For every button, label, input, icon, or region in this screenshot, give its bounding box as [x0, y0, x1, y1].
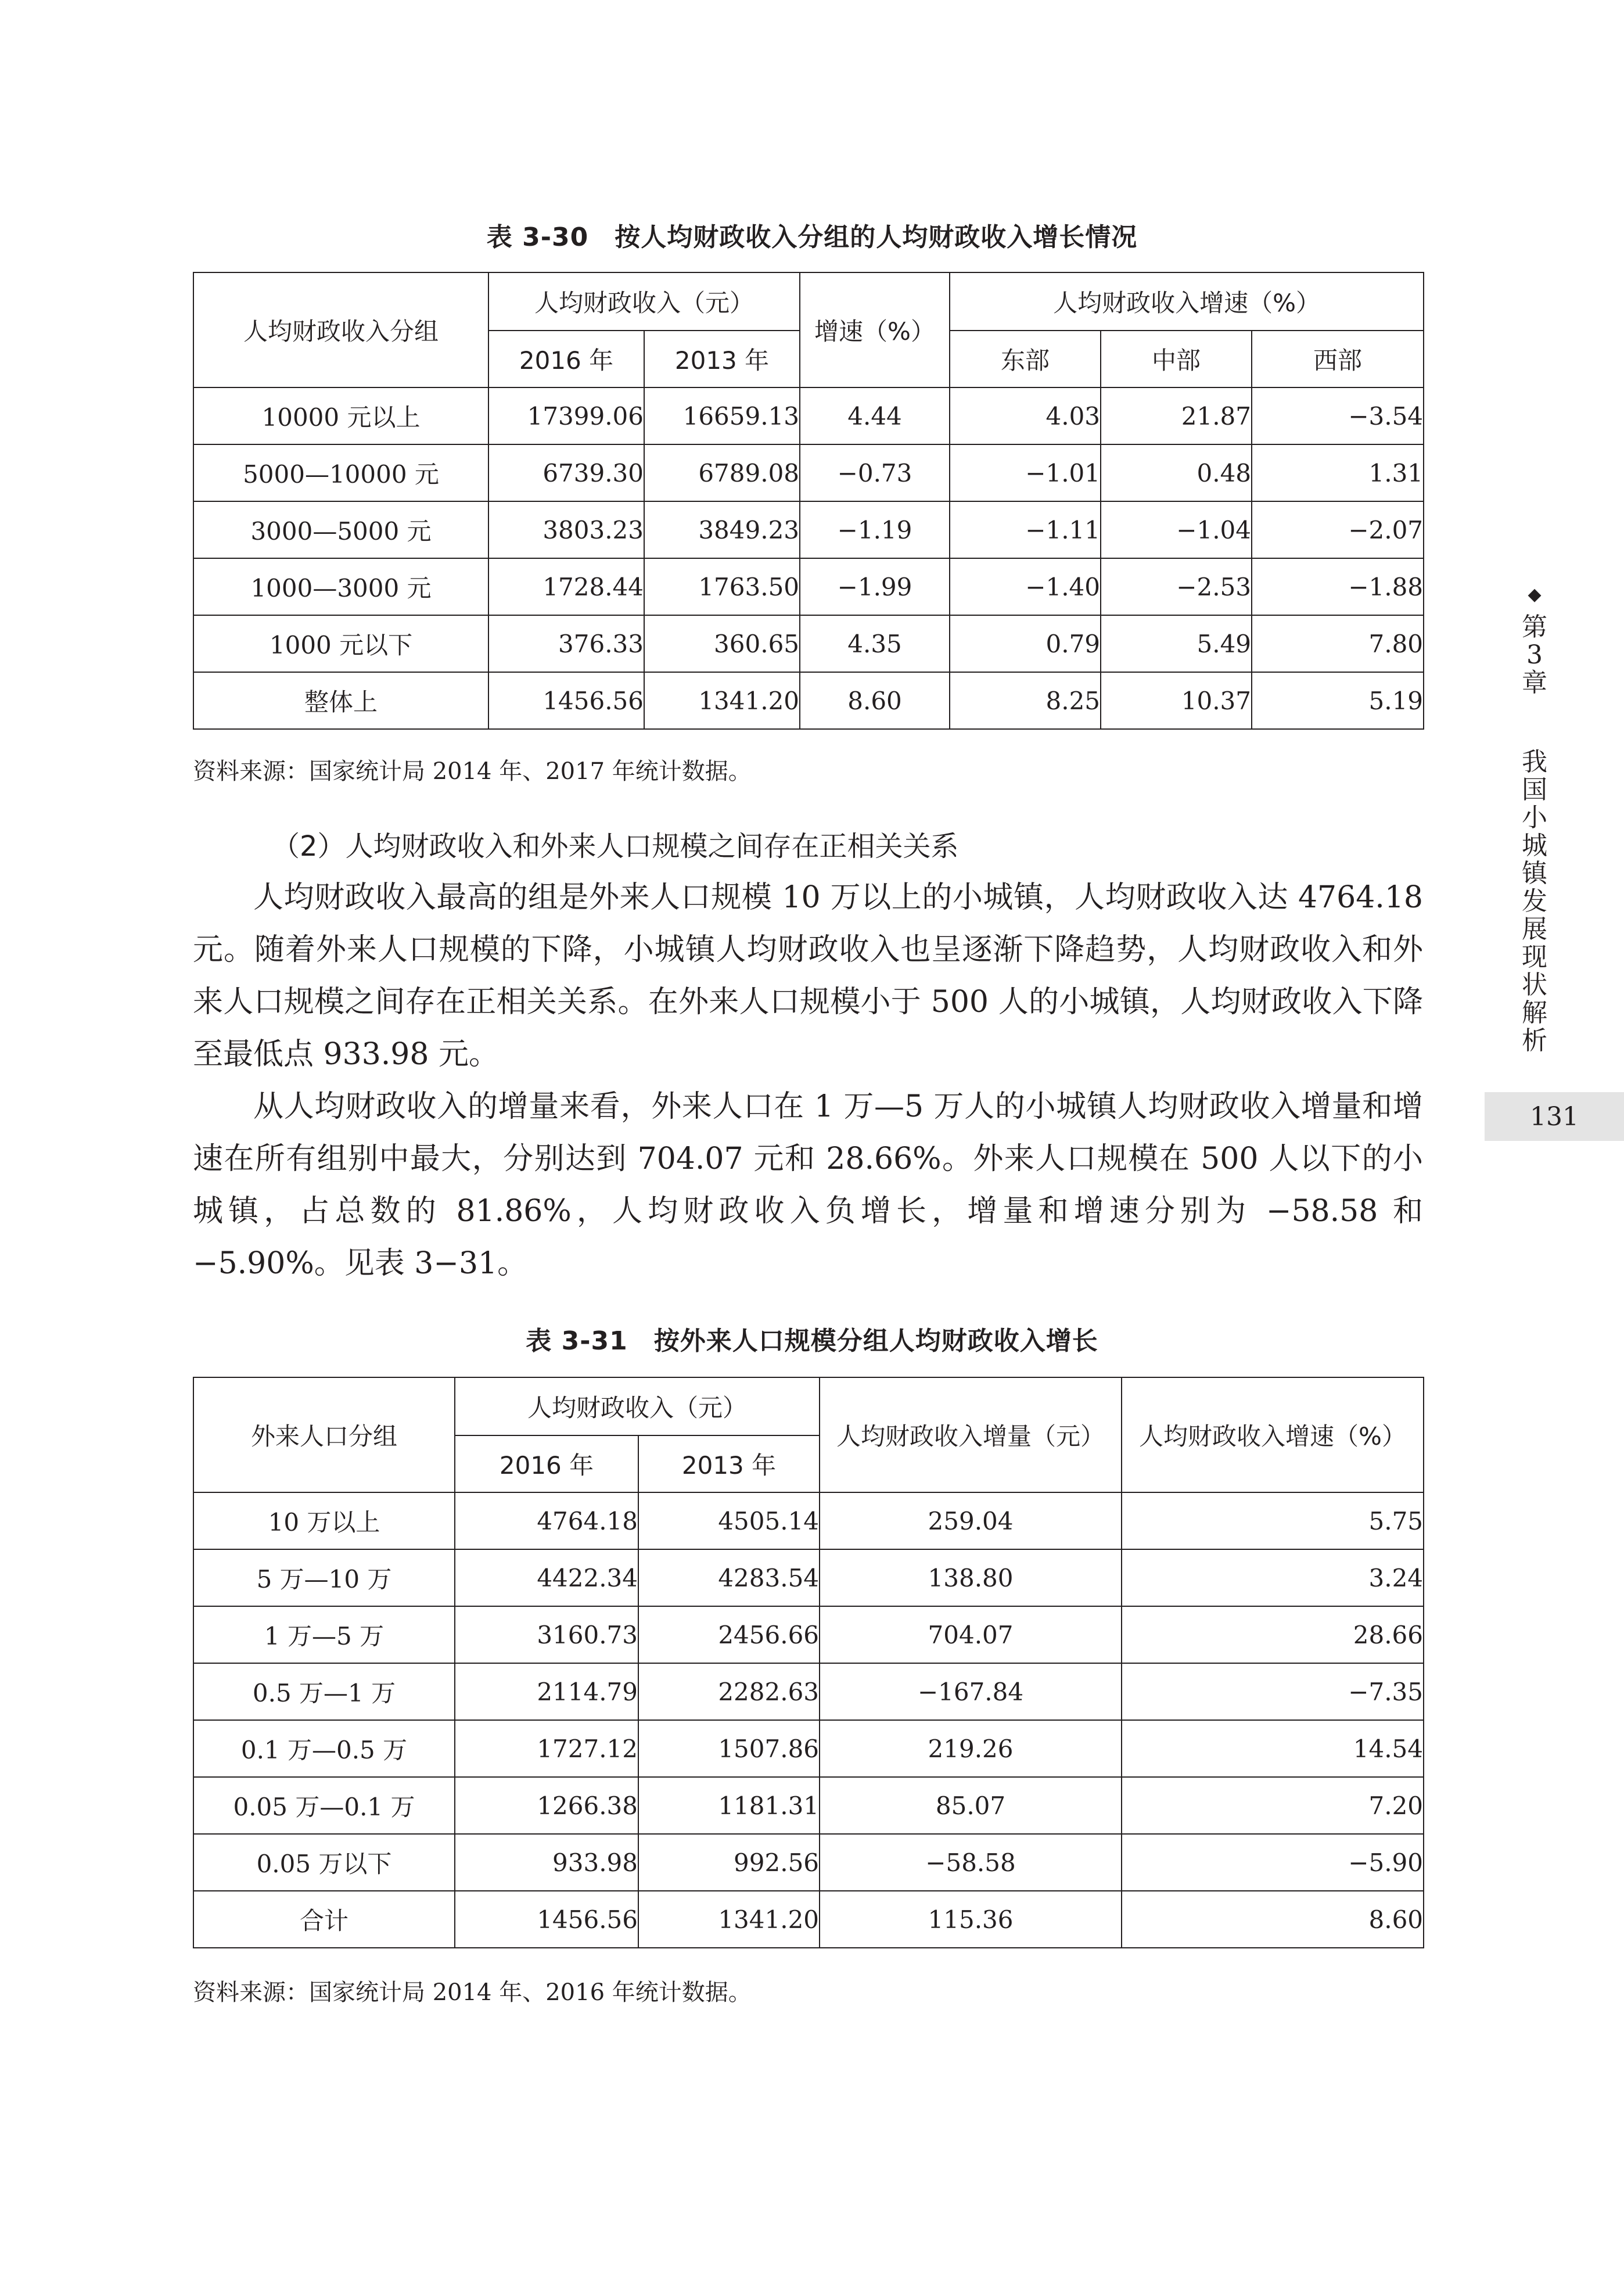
table1-header-group: 人均财政收入分组 [193, 272, 488, 387]
table1-cell-y2016: 1728.44 [488, 558, 644, 615]
table-row [193, 1720, 1424, 1777]
table2-cell-group: 0.1 万—0.5 万 [193, 1720, 455, 1777]
table2-header-2013: 2013 年 [638, 1435, 820, 1492]
table1-cell-east: −1.01 [950, 444, 1101, 501]
table2-cell-growth: 7.20 [1122, 1777, 1424, 1834]
table1-header-central: 中部 [1101, 331, 1252, 387]
table1-cell-group: 1000 元以下 [193, 615, 488, 672]
table1-header-2013: 2013 年 [644, 331, 800, 387]
table1-cell-y2013: 1763.50 [644, 558, 800, 615]
table2-cell-growth: 5.75 [1122, 1492, 1424, 1549]
table2-cell-increment: 219.26 [820, 1720, 1122, 1777]
table1-cell-growth: −1.99 [800, 558, 950, 615]
table2-cell-group: 合计 [193, 1891, 455, 1948]
paragraph-1: 人均财政收入最高的组是外来人口规模 10 万以上的小城镇，人均财政收入达 4764.18 元。随着外来人口规模的下降，小城镇人均财政收入也呈逐渐下降趋势，人均财政收入和外来人口规模之间存在正相关关系。在外来人口规模小于 500 人的小城镇，人均财政收入下降至最低点 933.98 元。 [193, 880, 1423, 1072]
table2 [193, 1377, 1424, 1948]
table1-cell-group: 3000—5000 元 [193, 501, 488, 558]
table1-cell-east: 4.03 [950, 387, 1101, 444]
table2-header-growth: 人均财政收入增速（%） [1122, 1377, 1424, 1492]
table2-cell-group: 10 万以上 [193, 1492, 455, 1549]
table2-cell-growth: −5.90 [1122, 1834, 1424, 1891]
paragraph-2: 从人均财政收入的增量来看，外来人口在 1 万—5 万人的小城镇人均财政收入增量和增速在所有组别中最大，分别达到 704.07 元和 28.66%。外来人口规模在 500 人以下的小城镇，占总数的 81.86%，人均财政收入负增长，增量和增速分别为 −58.58 和 −5.90%。见表 3−31。 [193, 1089, 1423, 1281]
table-row [193, 1492, 1424, 1549]
table1-cell-east: −1.11 [950, 501, 1101, 558]
table2-cell-increment: 85.07 [820, 1777, 1122, 1834]
table1-header-regional-growth: 人均财政收入增速（%） [950, 272, 1424, 331]
table1-caption: 表 3-30 按人均财政收入分组的人均财政收入增长情况 [486, 222, 1138, 252]
table1-cell-growth: 8.60 [800, 672, 950, 729]
table2-cell-increment: −58.58 [820, 1834, 1122, 1891]
table2-cell-group: 0.5 万—1 万 [193, 1663, 455, 1720]
table2-cell-growth: 3.24 [1122, 1549, 1424, 1606]
table2-header-increment: 人均财政收入增量（元） [820, 1377, 1122, 1492]
table2-cell-group: 1 万—5 万 [193, 1606, 455, 1663]
table1-cell-growth: −0.73 [800, 444, 950, 501]
table1-cell-y2016: 17399.06 [488, 387, 644, 444]
table1-header-west: 西部 [1252, 331, 1424, 387]
table2-cell-y2013: 2456.66 [638, 1606, 820, 1663]
table-row [193, 615, 1424, 672]
chapter-title-char: 国 [1522, 775, 1547, 805]
table1-cell-central: 21.87 [1101, 387, 1252, 444]
table-row [193, 1663, 1424, 1720]
chapter-title-char: 状 [1522, 970, 1547, 1000]
section-subheading: （2）人均财政收入和外来人口规模之间存在正相关关系 [272, 830, 959, 863]
table2-cell-y2016: 1456.56 [455, 1891, 638, 1948]
table2-cell-increment: 138.80 [820, 1549, 1122, 1606]
table1 [193, 272, 1424, 730]
chapter-title-char: 我 [1522, 747, 1547, 777]
table1-cell-east: 0.79 [950, 615, 1101, 672]
table1-cell-central: 0.48 [1101, 444, 1252, 501]
table2-cell-group: 0.05 万以下 [193, 1834, 455, 1891]
chapter-title-char: 发 [1522, 886, 1547, 916]
table2-cell-growth: 14.54 [1122, 1720, 1424, 1777]
table2-cell-y2016: 1266.38 [455, 1777, 638, 1834]
table2-cell-group: 5 万—10 万 [193, 1549, 455, 1606]
table1-cell-west: 5.19 [1252, 672, 1424, 729]
table1-cell-y2016: 6739.30 [488, 444, 644, 501]
page-number: 131 [1485, 1092, 1624, 1141]
table2-cell-growth: −7.35 [1122, 1663, 1424, 1720]
table2-cell-increment: 259.04 [820, 1492, 1122, 1549]
table2-cell-y2016: 933.98 [455, 1834, 638, 1891]
table1-cell-y2016: 1456.56 [488, 672, 644, 729]
table1-cell-y2016: 376.33 [488, 615, 644, 672]
table1-cell-y2013: 1341.20 [644, 672, 800, 729]
table1-cell-y2013: 360.65 [644, 615, 800, 672]
table2-cell-y2013: 4283.54 [638, 1549, 820, 1606]
table1-cell-central: 10.37 [1101, 672, 1252, 729]
chapter-label-char: 3 [1526, 640, 1543, 670]
table2-header-group: 外来人口分组 [193, 1377, 455, 1492]
table-row [193, 558, 1424, 615]
table1-cell-group: 10000 元以上 [193, 387, 488, 444]
table2-cell-growth: 28.66 [1122, 1606, 1424, 1663]
table1-cell-y2013: 16659.13 [644, 387, 800, 444]
table1-header-growth: 增速（%） [800, 272, 950, 387]
chapter-title-char: 现 [1522, 942, 1547, 972]
table1-cell-growth: 4.35 [800, 615, 950, 672]
chapter-title-char: 展 [1522, 914, 1547, 944]
table-row [193, 501, 1424, 558]
table2-cell-y2013: 2282.63 [638, 1663, 820, 1720]
table2-cell-group: 0.05 万—0.1 万 [193, 1777, 455, 1834]
chapter-label-char: 章 [1522, 668, 1547, 698]
table1-source: 资料来源：国家统计局 2014 年、2017 年统计数据。 [193, 758, 752, 785]
table1-cell-growth: −1.19 [800, 501, 950, 558]
table1-cell-group: 5000—10000 元 [193, 444, 488, 501]
chapter-sidebar [1517, 581, 1552, 1055]
table1-cell-central: −1.04 [1101, 501, 1252, 558]
table1-cell-west: −2.07 [1252, 501, 1424, 558]
table1-cell-group: 1000—3000 元 [193, 558, 488, 615]
table2-header-2016: 2016 年 [455, 1435, 638, 1492]
table2-cell-y2013: 1181.31 [638, 1777, 820, 1834]
table1-cell-central: 5.49 [1101, 615, 1252, 672]
chapter-title-char: 小 [1522, 803, 1547, 832]
table1-cell-west: 1.31 [1252, 444, 1424, 501]
table1-cell-y2013: 6789.08 [644, 444, 800, 501]
table1-cell-y2016: 3803.23 [488, 501, 644, 558]
table1-cell-y2013: 3849.23 [644, 501, 800, 558]
table-row [193, 444, 1424, 501]
table2-cell-y2016: 4422.34 [455, 1549, 638, 1606]
table-row [193, 387, 1424, 444]
table2-cell-y2016: 2114.79 [455, 1663, 638, 1720]
table2-cell-y2013: 992.56 [638, 1834, 820, 1891]
table2-cell-y2016: 3160.73 [455, 1606, 638, 1663]
table-row [193, 1777, 1424, 1834]
table2-header-income: 人均财政收入（元） [455, 1377, 820, 1435]
chapter-title-char: 镇 [1522, 859, 1547, 888]
table2-cell-y2013: 4505.14 [638, 1492, 820, 1549]
table-row [193, 1834, 1424, 1891]
table1-header-east: 东部 [950, 331, 1101, 387]
chapter-label-char: 第 [1522, 612, 1547, 642]
table1-cell-central: −2.53 [1101, 558, 1252, 615]
table2-cell-y2016: 4764.18 [455, 1492, 638, 1549]
table2-cell-increment: −167.84 [820, 1663, 1122, 1720]
table2-cell-y2013: 1507.86 [638, 1720, 820, 1777]
table-row [193, 1549, 1424, 1606]
table1-cell-group: 整体上 [193, 672, 488, 729]
table2-cell-growth: 8.60 [1122, 1891, 1424, 1948]
table1-cell-west: 7.80 [1252, 615, 1424, 672]
chapter-title-char: 城 [1522, 831, 1547, 860]
table-row [193, 1891, 1424, 1948]
chapter-title-char: 析 [1522, 1026, 1547, 1056]
table2-caption: 表 3-31 按外来人口规模分组人均财政收入增长 [526, 1326, 1098, 1356]
table2-cell-y2013: 1341.20 [638, 1891, 820, 1948]
table1-cell-west: −3.54 [1252, 387, 1424, 444]
table2-source: 资料来源：国家统计局 2014 年、2016 年统计数据。 [193, 1979, 752, 2006]
table1-cell-west: −1.88 [1252, 558, 1424, 615]
table1-cell-east: 8.25 [950, 672, 1101, 729]
table-row [193, 672, 1424, 729]
table1-header-2016: 2016 年 [488, 331, 644, 387]
table2-cell-increment: 115.36 [820, 1891, 1122, 1948]
table1-cell-east: −1.40 [950, 558, 1101, 615]
table1-cell-growth: 4.44 [800, 387, 950, 444]
table-row [193, 1606, 1424, 1663]
table1-header-income: 人均财政收入（元） [488, 272, 800, 331]
diamond-icon: ◆ [1528, 584, 1542, 605]
table2-cell-increment: 704.07 [820, 1606, 1122, 1663]
chapter-title-char: 解 [1522, 998, 1547, 1028]
table2-cell-y2016: 1727.12 [455, 1720, 638, 1777]
